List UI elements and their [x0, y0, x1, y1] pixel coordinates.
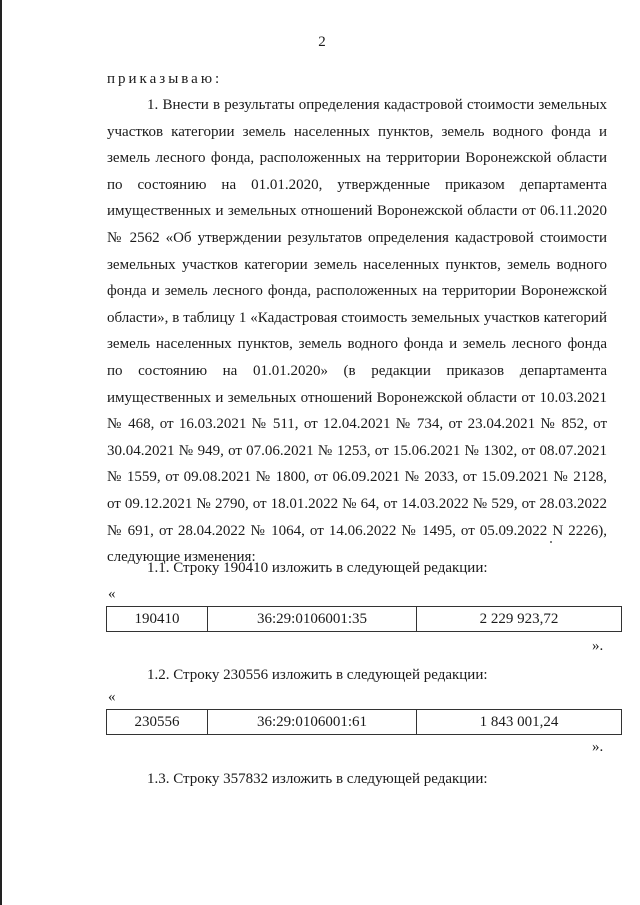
scan-speck	[550, 541, 552, 543]
amendment-table	[106, 606, 622, 632]
cadastral-value-cell: 2 229 923,72	[417, 607, 622, 632]
row-number-cell: 230556	[107, 710, 208, 735]
quote-open: «	[108, 689, 116, 705]
amendment-1-1-text: 1.1. Строку 190410 изложить в следующей редакции:	[147, 560, 488, 576]
cadastral-number-cell: 36:29:0106001:35	[208, 607, 417, 632]
main-paragraph: 1. Внести в результаты определения кадастровой стоимости земельных участков категории земель населенных пунктов, земель водного фонда и земель лесного фонда, расположенных на территории Воронежской области по состоянию на 01.01.2020, утвержденные приказом департамента имущественных и земельных отношений Воронежской области от 06.11.2020 № 2562 «Об утверждении результатов определения кадастровой стоимости земельных участков категории земель населенных пунктов, земель водного фонда и земель лесного фонда, расположенных на территории Воронежской области», в таблицу 1 «Кадастровая стоимость земельных участков категорий земель населенных пунктов, земель водного фонда и земель лесного фонда по состоянию на 01.01.2020» (в редакции приказов департамента имущественных и земельных отношений Воронежской области от 10.03.2021 № 468, от 16.03.2021 № 511, от 12.04.2021 № 734, от 23.04.2021 № 852, от 30.04.2021 № 949, от 07.06.2021 № 1253, от 15.06.2021 № 1302, от 08.07.2021 № 1559, от 09.08.2021 № 1800, от 06.09.2021 № 2033, от 15.09.2021 № 2128, от 09.12.2021 № 2790, от 18.01.2022 № 64, от 14.03.2022 № 529, от 28.03.2022 № 691, от 28.04.2022 № 1064, от 14.06.2022 № 1495, от 05.09.2022 N 2226), следующие изменения:	[107, 97, 607, 566]
table-row	[107, 607, 622, 632]
page-number: 2	[318, 34, 326, 50]
amendment-1-2-text: 1.2. Строку 230556 изложить в следующей редакции:	[147, 667, 488, 683]
order-heading: приказываю:	[107, 71, 223, 87]
table-row	[107, 710, 622, 735]
cadastral-value-cell: 1 843 001,24	[417, 710, 622, 735]
amendment-table	[106, 709, 622, 735]
amendment-1-3-text: 1.3. Строку 357832 изложить в следующей редакции:	[147, 771, 488, 787]
cadastral-number-cell: 36:29:0106001:61	[208, 710, 417, 735]
quote-close: ».	[592, 739, 604, 755]
row-number-cell: 190410	[107, 607, 208, 632]
quote-open: «	[108, 586, 116, 602]
quote-close: ».	[592, 638, 604, 654]
